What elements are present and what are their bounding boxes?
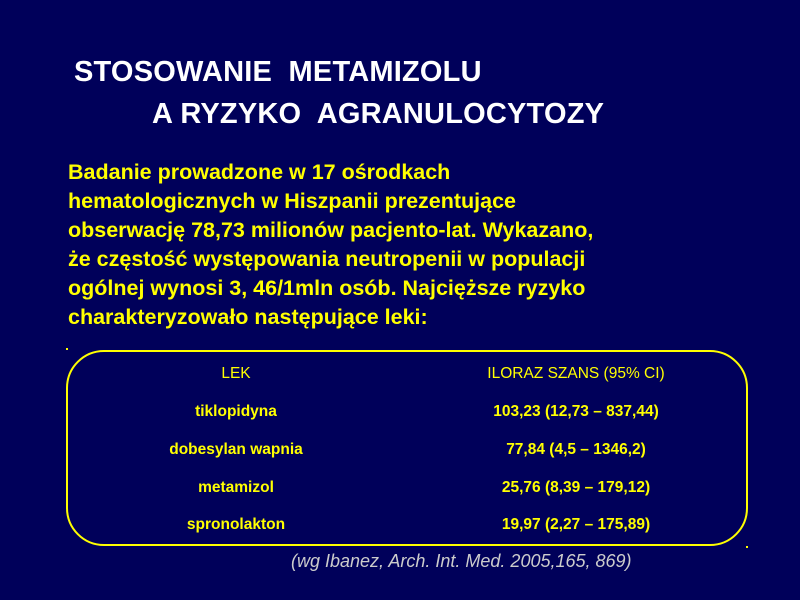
drug-name: spronolakton: [186, 516, 286, 533]
table-row: [100, 403, 720, 427]
slide-title-line-1: STOSOWANIE METAMIZOLU: [74, 56, 482, 88]
table-row: [100, 441, 720, 465]
slide-title-line-2: A RYZYKO AGRANULOCYTOZY: [152, 98, 605, 130]
table-row: [100, 516, 720, 540]
intro-line: obserwację 78,73 milionów pacjento-lat. Wykazano,: [68, 218, 594, 242]
drug-name: metamizol: [198, 479, 274, 496]
frame-corner-dot: [746, 546, 748, 548]
intro-line: Badanie prowadzone w 17 ośrodkach: [68, 160, 451, 184]
intro-line: hematologicznych w Hiszpanii prezentujące: [68, 189, 517, 213]
odds-ratio-value: 19,97 (2,27 – 175,89): [501, 516, 651, 533]
odds-ratio-value: 25,76 (8,39 – 179,12): [501, 479, 651, 496]
drug-name: dobesylan wapnia: [169, 441, 303, 458]
header-odds-ratio: ILORAZ SZANS (95% CI): [487, 365, 665, 382]
table-row: [100, 479, 720, 503]
header-drug: LEK: [221, 365, 251, 382]
intro-paragraph: [68, 158, 748, 332]
table-header-row: [100, 365, 720, 389]
citation: (wg Ibanez, Arch. Int. Med. 2005,165, 869): [291, 551, 632, 571]
intro-line: charakteryzowało następujące leki:: [68, 305, 428, 329]
frame-corner-dot: [66, 348, 68, 350]
drug-name: tiklopidyna: [195, 403, 277, 420]
intro-line: ogólnej wynosi 3, 46/1mln osób. Najcięższe ryzyko: [68, 276, 586, 300]
intro-line: że częstość występowania neutropenii w populacji: [68, 247, 586, 271]
odds-ratio-value: 77,84 (4,5 – 1346,2): [506, 441, 646, 458]
odds-ratio-value: 103,23 (12,73 – 837,44): [493, 403, 659, 420]
